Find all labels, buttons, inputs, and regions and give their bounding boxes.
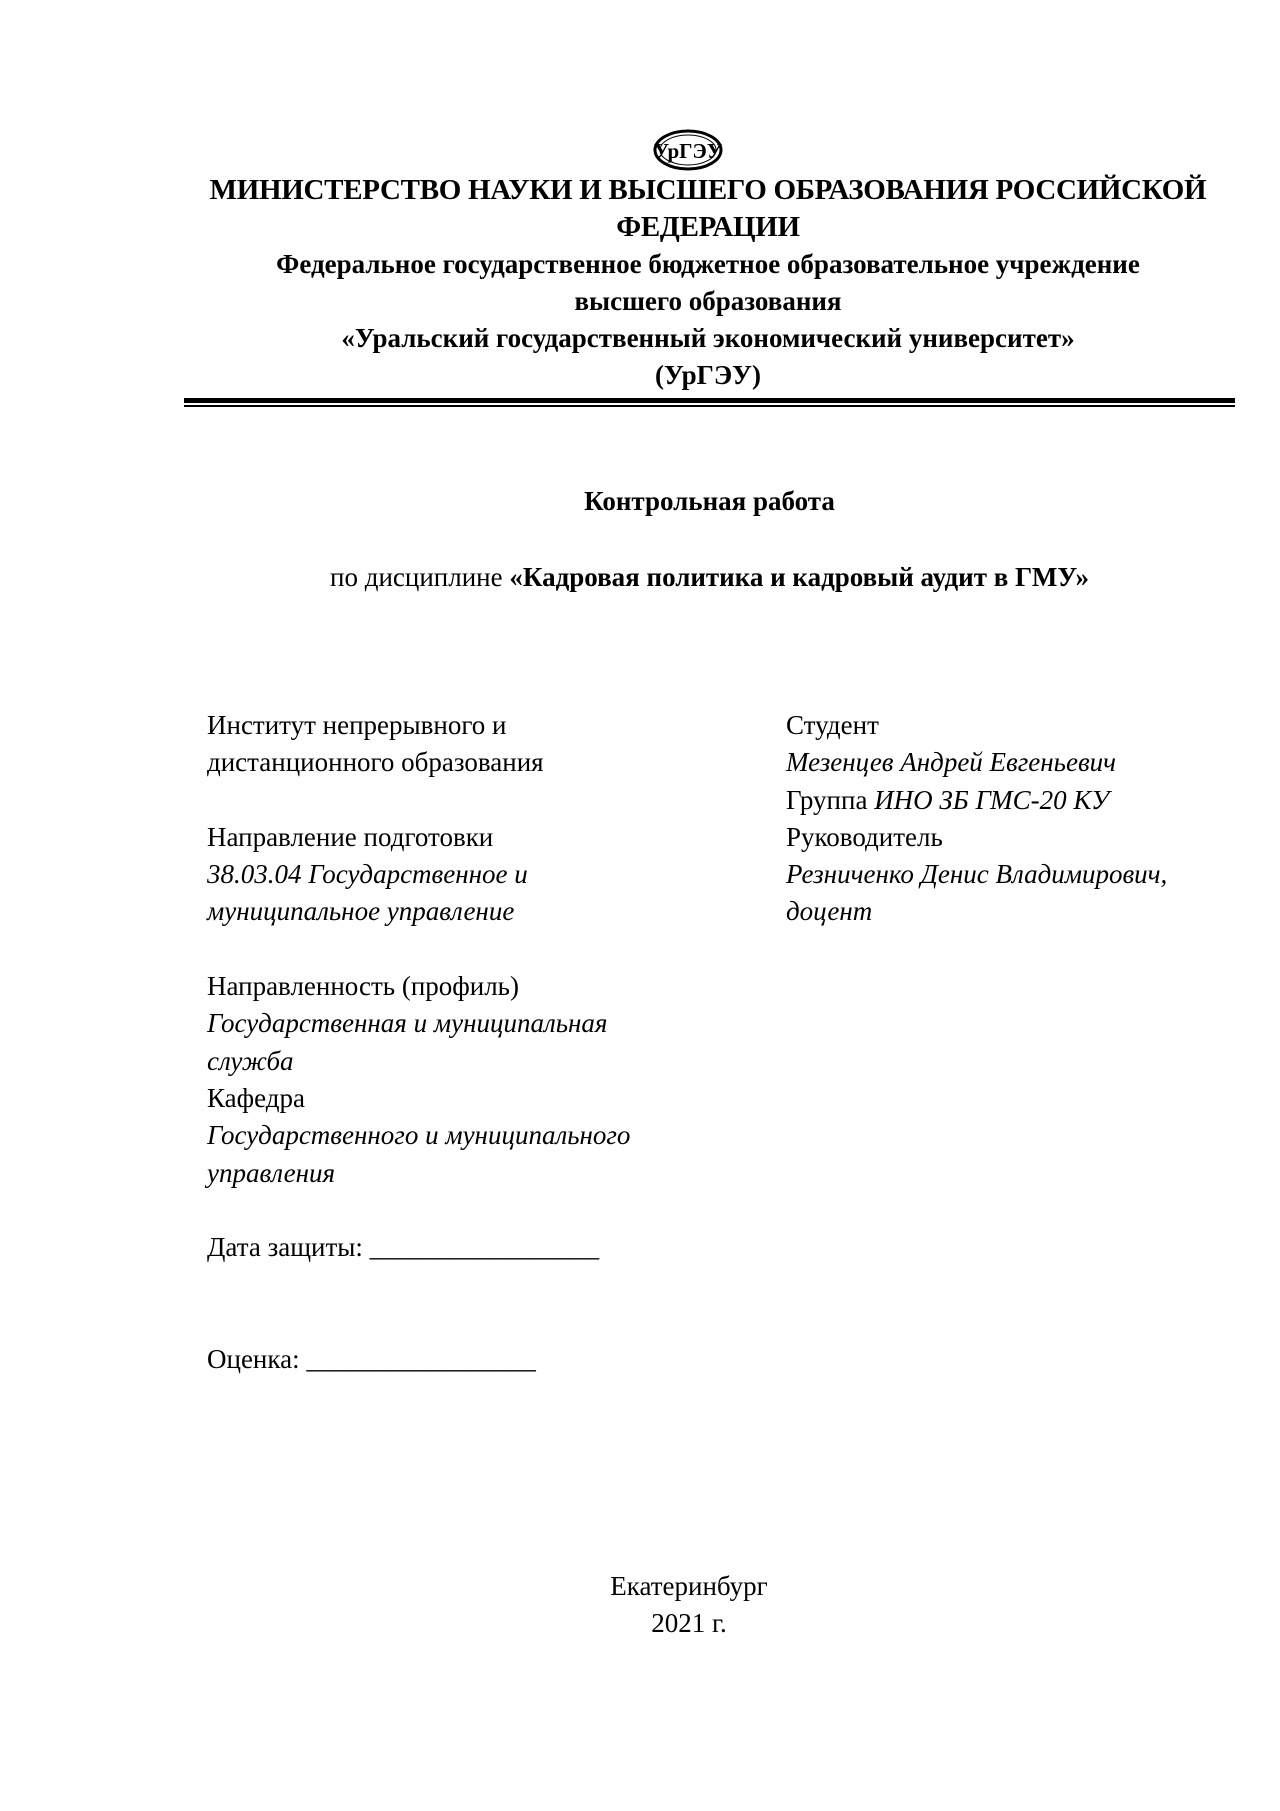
spacer xyxy=(207,1304,727,1341)
left-column xyxy=(207,707,727,1378)
svg-text:УрГЭУ: УрГЭУ xyxy=(653,139,723,163)
department-value-line2: управления xyxy=(207,1157,336,1188)
institution-name-line3: «Уральский государственный экономический университет» xyxy=(341,323,1075,353)
student-label: Студент xyxy=(786,710,879,740)
right-column xyxy=(786,707,1246,931)
divider-thick-line xyxy=(184,398,1235,403)
profile-value-line1: Государственная и муниципальная xyxy=(207,1008,608,1039)
grade-label: Оценка: xyxy=(207,1344,300,1375)
grade-blank: _________________ xyxy=(306,1344,536,1375)
institute-line1: Институт непрерывного и xyxy=(207,710,507,740)
year: 2021 г. xyxy=(651,1608,727,1638)
direction-value-line2: муниципальное управление xyxy=(207,896,515,927)
ministry-name-line1: МИНИСТЕРСТВО НАУКИ И ВЫСШЕГО ОБРАЗОВАНИЯ РОССИЙСКОЙ xyxy=(209,174,1207,206)
discipline-prefix: по дисциплине xyxy=(330,562,503,592)
supervisor-label: Руководитель xyxy=(786,821,943,852)
work-title: Контрольная работа xyxy=(584,486,835,516)
spacer xyxy=(207,782,727,819)
institute-line2: дистанционного образования xyxy=(207,747,544,778)
supervisor-name: Резниченко Денис Владимирович, xyxy=(786,859,1168,890)
university-logo-icon xyxy=(652,127,724,173)
institution-name-line1: Федеральное государственное бюджетное образовательное учреждение xyxy=(276,249,1140,279)
profile-label: Направленность (профиль) xyxy=(207,971,519,1002)
header-block xyxy=(182,172,1234,394)
ministry-name-line2: ФЕДЕРАЦИИ xyxy=(616,211,800,243)
spacer xyxy=(207,1266,727,1303)
defense-date-blank: _________________ xyxy=(369,1232,600,1263)
direction-label: Направление подготовки xyxy=(207,821,494,852)
group-line xyxy=(786,782,1246,819)
group-value: ИНО ЗБ ГМС-20 КУ xyxy=(874,784,1110,815)
city: Екатеринбург xyxy=(610,1571,768,1601)
supervisor-title: доцент xyxy=(786,896,873,927)
divider-thin-line xyxy=(184,405,1235,407)
spacer xyxy=(207,1192,727,1229)
discipline-name: «Кадровая политика и кадровый аудит в ГМУ» xyxy=(509,562,1089,592)
footer-block xyxy=(184,1568,1194,1642)
spacer xyxy=(207,931,727,968)
direction-value-line1: 38.03.04 Государственное и xyxy=(207,859,528,890)
defense-date-label: Дата защиты: xyxy=(207,1232,363,1263)
department-value-line1: Государственного и муниципального xyxy=(207,1120,631,1151)
student-name: Мезенцев Андрей Евгеньевич xyxy=(786,747,1117,778)
defense-date-line xyxy=(207,1229,727,1266)
group-label: Группа xyxy=(786,784,868,815)
profile-value-line2: служба xyxy=(207,1045,294,1076)
department-label: Кафедра xyxy=(207,1082,305,1113)
discipline-line xyxy=(184,559,1235,596)
institution-abbreviation: (УрГЭУ) xyxy=(655,360,761,390)
grade-line xyxy=(207,1341,727,1378)
institution-name-line2: высшего образования xyxy=(574,286,842,316)
header-divider xyxy=(184,398,1235,408)
